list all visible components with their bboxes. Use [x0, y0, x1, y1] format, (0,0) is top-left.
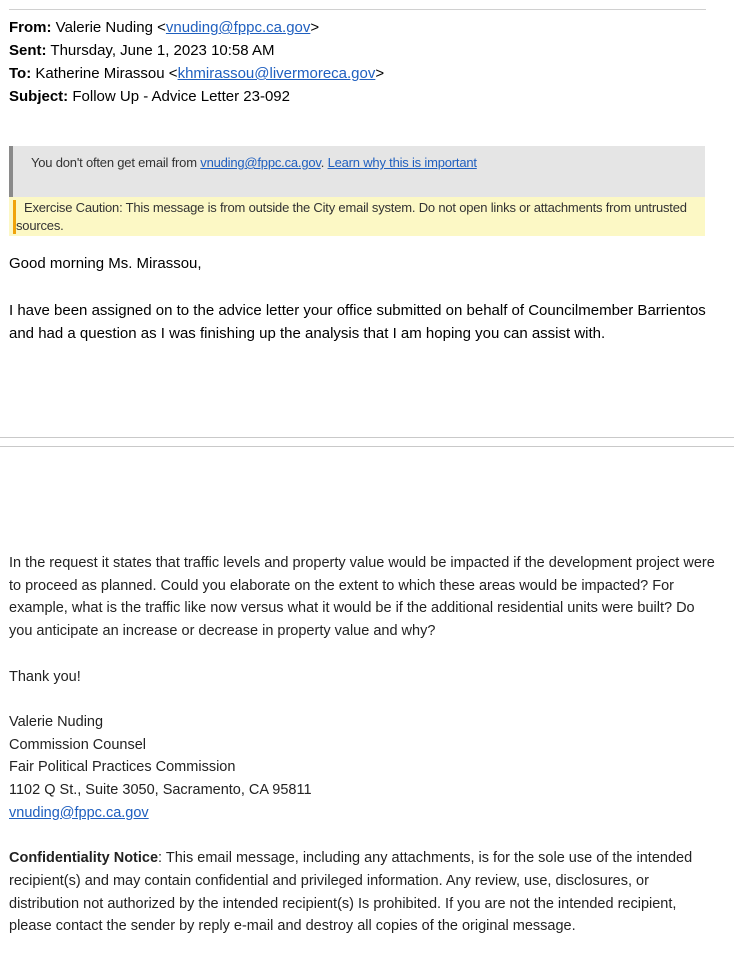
- confidentiality-label: Confidentiality Notice: [9, 850, 159, 867]
- first-contact-email-link[interactable]: vnuding@fppc.ca.gov: [200, 155, 321, 170]
- to-email-link[interactable]: khmirassou@livermoreca.gov: [177, 65, 376, 82]
- body-paragraph-2: In the request it states that traffic levels and property value would be impacted if the development project were to proceed as planned. Could you elaborate on the extent to which these areas would be impacted? For example, what is the traffic like now versus what it would be if the additional residential units were built? Do you anticipate an increase or decrease in property value and why?: [9, 555, 715, 640]
- signature-address: 1102 Q St., Suite 3050, Sacramento, CA 95811: [9, 782, 312, 798]
- to-label: To:: [9, 65, 32, 82]
- from-line: From: Valerie Nuding <vnuding@fppc.ca.gov>: [9, 19, 320, 36]
- closing: Thank you!: [9, 668, 81, 685]
- page-break-divider: [0, 437, 734, 447]
- sent-value: Thursday, June 1, 2023 10:58 AM: [50, 42, 275, 59]
- first-contact-notice: You don't often get email from: [31, 155, 197, 170]
- signature-name: Valerie Nuding: [9, 713, 104, 730]
- signature-title: Commission Counsel: [9, 736, 146, 753]
- from-email-link[interactable]: vnuding@fppc.ca.gov: [165, 19, 311, 36]
- caution-text: Exercise Caution: This message is from outside the City email system. Do not open links or attachments from untrusted sources.: [16, 200, 687, 233]
- header-divider: [9, 9, 706, 10]
- sent-line: [9, 39, 384, 62]
- learn-why-link[interactable]: Learn why this is important: [327, 155, 477, 170]
- sent-label: Sent:: [9, 42, 47, 59]
- email-header: [9, 16, 384, 108]
- first-contact-banner: [9, 146, 705, 197]
- greeting: Good morning Ms. Mirassou,: [9, 255, 202, 272]
- subject-value: Follow Up - Advice Letter 23-092: [72, 88, 290, 105]
- subject-label: Subject:: [9, 88, 69, 105]
- subject-line: [9, 85, 384, 108]
- confidentiality-text: : This email message, including any attachments, is for the sole use of the intended recipient(s) and may contain confidential and privileged information. Any review, use, disclosures, or distribution not authorized by the intended recipient(s) Is prohibited. If you are not the intended recipient, please contact the sender by reply e-mail and destroy all copies of the original message.: [9, 850, 693, 935]
- from-label: From:: [9, 19, 52, 36]
- to-line: To: Katherine Mirassou <khmirassou@livermoreca.gov>: [9, 65, 385, 82]
- body-paragraph-1: I have been assigned on to the advice letter your office submitted on behalf of Councilmember Barrientos and had a question as I was finishing up the analysis that I am hoping you can assist with.: [9, 302, 706, 342]
- external-caution-banner: [9, 197, 705, 236]
- signature-block: [9, 711, 719, 825]
- from-name: Valerie Nuding: [55, 19, 153, 36]
- signature-org: Fair Political Practices Commission: [9, 759, 236, 776]
- caution-bar: [13, 200, 16, 234]
- first-contact-text: You don't often get email from vnuding@fppc.ca.gov. Learn why this is important: [31, 155, 477, 170]
- to-name: Katherine Mirassou: [35, 65, 165, 82]
- email-body-continued: [9, 552, 719, 938]
- confidentiality-notice: [9, 847, 719, 938]
- signature-email-link[interactable]: vnuding@fppc.ca.gov: [9, 804, 149, 821]
